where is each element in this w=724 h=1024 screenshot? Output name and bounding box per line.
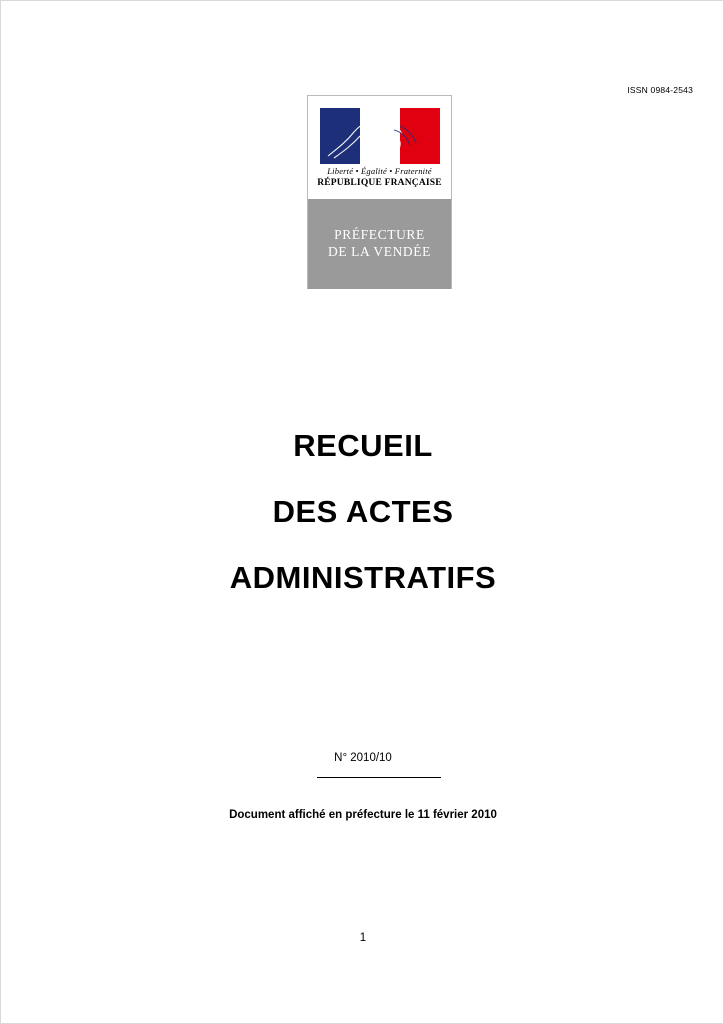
emblem-republic-label: RÉPUBLIQUE FRANÇAISE — [317, 178, 442, 188]
document-title — [1, 413, 724, 611]
title-line-2: DES ACTES — [272, 494, 454, 529]
prefecture-line-2: DE LA VENDÉE — [328, 244, 431, 259]
posting-notice: Document affiché en préfecture le 11 février 2010 — [229, 809, 497, 821]
flag-band-white — [360, 108, 400, 164]
french-flag-icon — [320, 108, 440, 164]
title-line-3: ADMINISTRATIFS — [229, 560, 497, 595]
emblem-motto: Liberté • Égalité • Fraternité — [327, 166, 432, 176]
title-line-1: RECUEIL — [293, 428, 433, 463]
page-number: 1 — [359, 932, 367, 944]
issue-number: N° 2010/10 — [334, 752, 392, 764]
flag-band-blue — [320, 108, 360, 164]
divider-rule — [317, 777, 441, 778]
emblem-header — [308, 96, 451, 199]
issn-label: ISSN 0984-2543 — [627, 85, 693, 95]
emblem-prefecture-band — [308, 199, 451, 289]
flag-band-red — [400, 108, 440, 164]
prefecture-line-1: PRÉFECTURE — [334, 227, 425, 242]
prefecture-emblem — [307, 95, 452, 289]
